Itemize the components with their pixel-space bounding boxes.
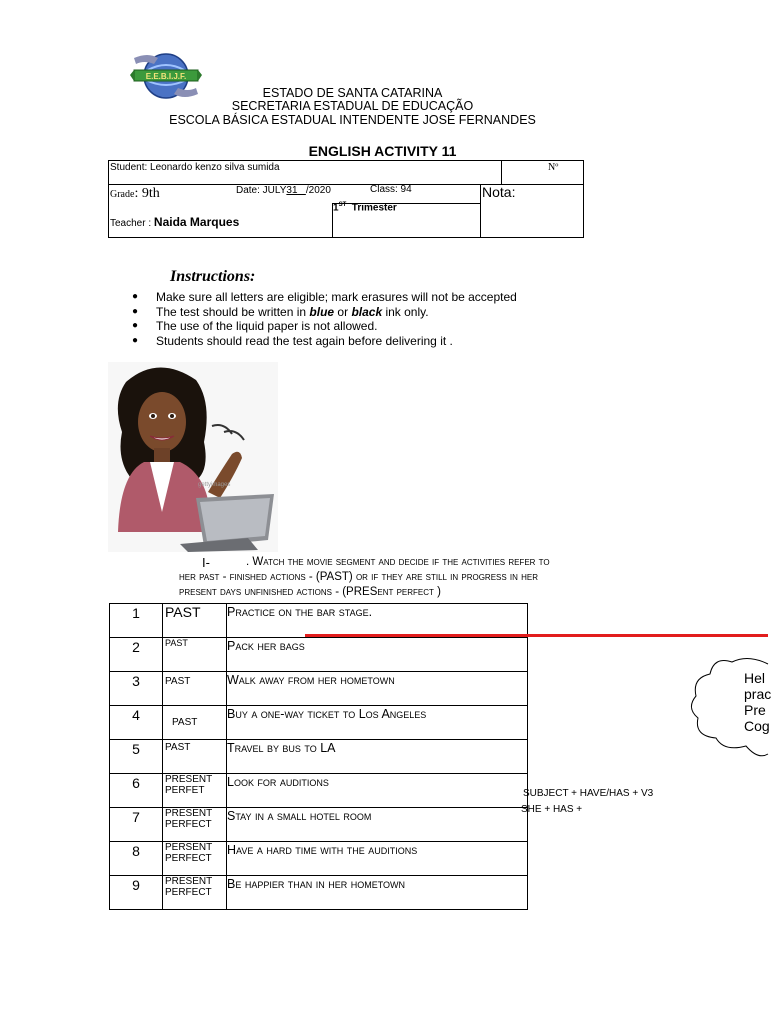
svg-text:E.E.B.I.J.F.: E.E.B.I.J.F. (145, 72, 187, 81)
activities-table (109, 603, 528, 910)
row-number: 9 (110, 876, 163, 910)
teacher-illustration (108, 362, 278, 552)
row-number: 2 (110, 638, 163, 672)
answer-cell[interactable]: PAST (163, 638, 227, 672)
student-info-box (108, 160, 584, 238)
school-name: ESCOLA BÁSICA ESTADUAL INTENDENTE JOSE FERNANDES (169, 113, 536, 127)
answer-cell[interactable]: PAST (163, 740, 227, 774)
answer-cell[interactable]: PRESENT PERFECT (163, 808, 227, 842)
table-row (110, 808, 528, 842)
question-number: I- (202, 555, 210, 570)
answer-cell[interactable]: PRESENT PERFECT (163, 876, 227, 910)
annotation-line (305, 634, 768, 637)
class-field: Class: 94 (370, 184, 412, 195)
table-row (110, 740, 528, 774)
instructions-list (132, 290, 517, 348)
activity-cell: Pack her bags (227, 638, 528, 672)
row-number: 1 (110, 604, 163, 638)
instruction-item: ● Make sure all letters are eligible; mark erasures will not be accepted (132, 290, 517, 305)
row-number: 7 (110, 808, 163, 842)
callout-text: Hel prac Pre Cog (744, 670, 771, 734)
activity-cell: Look for auditions (227, 774, 528, 808)
activity-cell: Travel by bus to LA (227, 740, 528, 774)
instructions-title: Instructions: (170, 268, 256, 285)
secretariat-name: SECRETARIA ESTADUAL DE EDUCAÇÃO (231, 99, 474, 113)
activity-cell: Stay in a small hotel room (227, 808, 528, 842)
answer-cell[interactable]: PAST (163, 604, 227, 638)
question-text-line3: present days unfinished actions - (PRESent perfect ) (179, 586, 441, 598)
nota-field: Nota: (482, 184, 516, 200)
activity-cell: Be happier than in her hometown (227, 876, 528, 910)
table-row (110, 706, 528, 740)
activity-title: ENGLISH ACTIVITY 11 (308, 143, 457, 159)
activity-cell: Walk away from her hometown (227, 672, 528, 706)
table-row (110, 774, 528, 808)
grade-field: Grade: 9th (110, 186, 160, 201)
instruction-item: ● Students should read the test again before delivering it . (132, 334, 517, 349)
table-row (110, 876, 528, 910)
question-text-line2: her past - finished actions - (PAST) or if they are still in progress in her (179, 571, 538, 583)
answer-cell[interactable]: PRESENT PERFET (163, 774, 227, 808)
row-number: 5 (110, 740, 163, 774)
number-field: Nº (548, 162, 559, 173)
row-number: 8 (110, 842, 163, 876)
answer-cell[interactable]: PERSENT PERFECT (163, 842, 227, 876)
example-note: SHE + HAS + (521, 804, 583, 815)
table-row (110, 842, 528, 876)
table-row (110, 604, 528, 638)
row-number: 4 (110, 706, 163, 740)
student-field: Student: Leonardo kenzo silva sumida (110, 162, 280, 173)
question-text-line1: . Watch the movie segment and decide if the activities refer to (246, 556, 550, 568)
svg-text:gettyimages: gettyimages (198, 482, 231, 488)
answer-cell[interactable]: PAST (163, 672, 227, 706)
table-row (110, 638, 528, 672)
state-name: ESTADO DE SANTA CATARINA (262, 86, 443, 100)
table-row (110, 672, 528, 706)
activity-cell: Buy a one-way ticket to Los Angeles (227, 706, 528, 740)
instruction-item: ● The use of the liquid paper is not allowed. (132, 319, 517, 334)
activity-cell: Practice on the bar stage. (227, 604, 528, 638)
activity-cell: Have a hard time with the auditions (227, 842, 528, 876)
answer-cell[interactable]: PAST (163, 706, 227, 740)
teacher-field: Teacher : Naida Marques (110, 215, 240, 229)
row-number: 3 (110, 672, 163, 706)
formula-note: SUBJECT + HAVE/HAS + V3 (523, 788, 654, 799)
date-field: Date: JULY31 /2020 (236, 185, 331, 196)
instruction-item: ● The test should be written in blue or black ink only. (132, 305, 517, 320)
row-number: 6 (110, 774, 163, 808)
trimester-field: 1ST Trimester (333, 202, 397, 214)
